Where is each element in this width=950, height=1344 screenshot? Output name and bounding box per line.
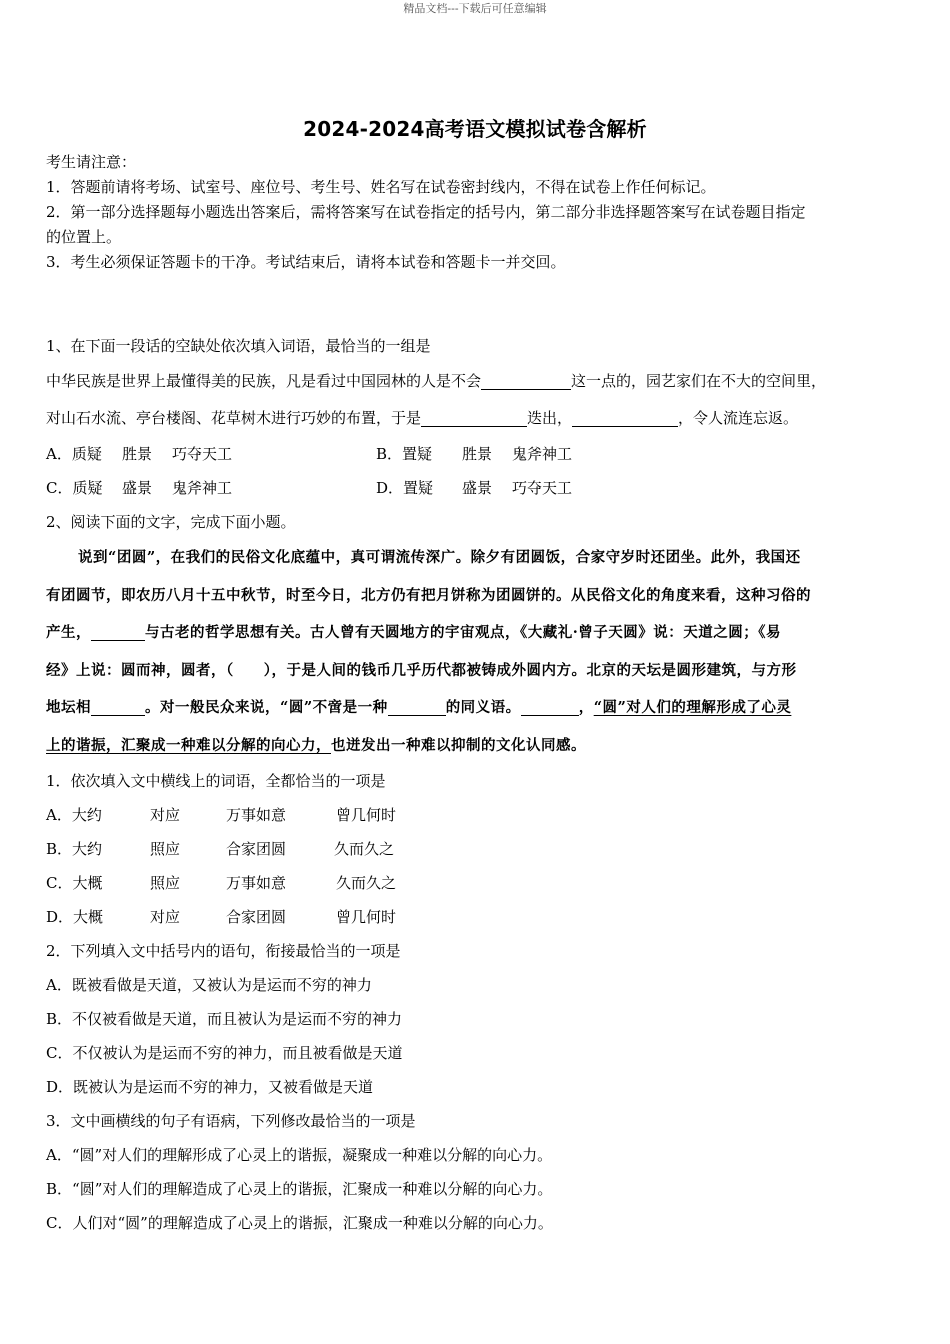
option-word: C．大概 <box>46 874 103 892</box>
passage-line <box>46 727 906 765</box>
option-word: D．大概 <box>46 908 104 926</box>
option-word: 合家团圆 <box>226 908 287 926</box>
option-word: B．大约 <box>46 840 103 858</box>
fill-blank <box>421 408 527 427</box>
option-word: 对应 <box>150 806 181 824</box>
sub-question-stem: 2．下列填入文中括号内的语句，衔接最恰当的一项是 <box>46 942 401 960</box>
passage-line <box>46 539 906 577</box>
option-a[interactable]: A．既被看做是天道，又被认为是运而不穷的神力 <box>46 976 372 994</box>
sub-question-stem: 1．依次填入文中横线上的词语，全都恰当的一项是 <box>46 772 386 790</box>
page-title: 2024-2024高考语文模拟试卷含解析 <box>303 117 647 141</box>
underlined-sentence: 上的谐振，汇聚成一种难以分解的向心力， <box>46 736 331 754</box>
option-word: 巧夺天工 <box>512 479 573 497</box>
passage-text: 的同义语。 <box>445 699 521 716</box>
option-word: 胜景 <box>122 445 153 463</box>
passage-text: 也迸发出一种难以抑制的文化认同感。 <box>331 736 586 754</box>
option-word: 万事如意 <box>226 806 287 824</box>
option-word: 对应 <box>150 908 181 926</box>
question-1 <box>46 329 906 505</box>
document-body <box>46 150 906 1240</box>
option-b[interactable] <box>46 832 906 866</box>
option-word: 巧夺天工 <box>172 445 233 463</box>
option-word: C．质疑 <box>46 479 103 497</box>
option-c[interactable]: C．人们对“圆”的理解造成了心灵上的谐振，汇聚成一种难以分解的向心力。 <box>46 1214 553 1232</box>
notice-heading: 考生请注意： <box>46 153 137 171</box>
underlined-sentence: “圆”对人们的理解形成了心灵 <box>593 699 792 716</box>
option-c[interactable]: C．不仅被认为是运而不穷的神力，而且被看做是天道 <box>46 1044 403 1062</box>
question-text: 迭出， <box>527 409 573 427</box>
option-a[interactable] <box>46 798 906 832</box>
sub-question-3 <box>46 1104 906 1240</box>
option-c[interactable] <box>46 471 376 505</box>
option-word: D．置疑 <box>376 479 434 497</box>
question-1-text <box>46 363 906 400</box>
option-word: 曾几何时 <box>336 806 397 824</box>
sub-question-1 <box>46 764 906 934</box>
question-text: 对山石水流、亭台楼阁、花草树木进行巧妙的布置，于是 <box>46 409 422 427</box>
fill-blank <box>521 697 579 716</box>
option-word: 合家团圆 <box>226 840 287 858</box>
fill-blank <box>91 697 145 716</box>
passage-text: ， <box>578 699 594 716</box>
question-text: ，令人流连忘返。 <box>678 409 799 427</box>
option-word: 照应 <box>150 840 181 858</box>
fill-blank <box>572 408 678 427</box>
option-word: 照应 <box>150 874 181 892</box>
option-a[interactable]: A．“圆”对人们的理解形成了心灵上的谐振，凝聚成一种难以分解的向心力。 <box>46 1146 553 1164</box>
option-row <box>46 471 906 505</box>
passage-text: 。对一般民众来说，“圆”不啻是一种 <box>145 699 388 716</box>
passage-text: 地坛相 <box>46 699 91 716</box>
option-word: 鬼斧神工 <box>512 445 573 463</box>
page-header: 精品文档---下载后可任意编辑 <box>403 2 547 15</box>
passage-text: 与古老的哲学思想有关。古人曾有天圆地方的宇宙观点，《大藏礼·曾子天圆》说：天道之圆；《易 <box>145 624 782 641</box>
passage-line: 有团圆节，即农历八月十五中秋节，时至今日，北方仍有把月饼称为团圆饼的。从民俗文化的角度来看，这种习俗的 <box>46 586 811 604</box>
option-word: 胜景 <box>462 445 493 463</box>
passage-line: 经》上说：圆而神，圆者，（ ），于是人间的钱币几乎历代都被铸成外圆内方。北京的天坛是圆形建筑，与方形 <box>46 661 797 679</box>
notice-item: 的位置上。 <box>46 228 122 246</box>
question-1-text <box>46 400 906 437</box>
notice-item: 2．第一部分选择题每小题选出答案后，需将答案写在试卷指定的括号内，第二部分非选择题答案写在试卷题目指定 <box>46 203 806 221</box>
option-word: 盛景 <box>462 479 493 497</box>
question-text: 中华民族是世界上最懂得美的民族，凡是看过中国园林的人是不会 <box>46 372 482 390</box>
fill-blank <box>388 697 446 716</box>
notice-section <box>46 150 906 275</box>
option-word: 鬼斧神工 <box>172 479 233 497</box>
question-1-stem: 1、在下面一段话的空缺处依次填入词语，最恰当的一组是 <box>46 337 431 355</box>
notice-item: 1．答题前请将考场、试室号、座位号、考生号、姓名写在试卷密封线内，不得在试卷上作任何标记。 <box>46 178 716 196</box>
option-row <box>46 437 906 471</box>
option-c[interactable] <box>46 866 906 900</box>
reading-passage <box>46 539 906 764</box>
option-a[interactable] <box>46 437 376 471</box>
notice-item: 3．考生必须保证答题卡的干净。考试结束后，请将本试卷和答题卡一并交回。 <box>46 253 566 271</box>
option-word: A．质疑 <box>46 445 102 463</box>
option-b[interactable]: B．“圆”对人们的理解造成了心灵上的谐振，汇聚成一种难以分解的向心力。 <box>46 1180 553 1198</box>
fill-blank <box>481 371 571 390</box>
sub-question-stem: 3．文中画横线的句子有语病，下列修改最恰当的一项是 <box>46 1112 416 1130</box>
option-word: 盛景 <box>122 479 153 497</box>
fill-blank <box>91 622 145 641</box>
option-word: B．置疑 <box>376 445 433 463</box>
option-word: 久而久之 <box>336 874 397 892</box>
passage-text: 说到“团圆”，在我们的民俗文化底蕴中，真可谓流传深广。除夕有团圆饭，合家守岁时还团坐。此外，我国还 <box>78 549 801 566</box>
option-d[interactable]: D．既被认为是运而不穷的神力，又被看做是天道 <box>46 1078 374 1096</box>
option-word: A．大约 <box>46 806 102 824</box>
option-word: 万事如意 <box>226 874 287 892</box>
option-word: 曾几何时 <box>336 908 397 926</box>
option-d[interactable] <box>46 900 906 934</box>
question-2 <box>46 505 906 1240</box>
option-b[interactable] <box>376 437 572 471</box>
passage-line <box>46 614 906 652</box>
option-d[interactable] <box>376 471 572 505</box>
sub-question-2 <box>46 934 906 1104</box>
passage-text: 产生， <box>46 624 91 641</box>
passage-line <box>46 689 906 727</box>
option-b[interactable]: B．不仅被看做是天道，而且被认为是运而不穷的神力 <box>46 1010 403 1028</box>
question-2-stem: 2、阅读下面的文字，完成下面小题。 <box>46 513 296 531</box>
question-text: 这一点的，园艺家们在不大的空间里， <box>571 372 827 390</box>
option-word: 久而久之 <box>334 840 395 858</box>
